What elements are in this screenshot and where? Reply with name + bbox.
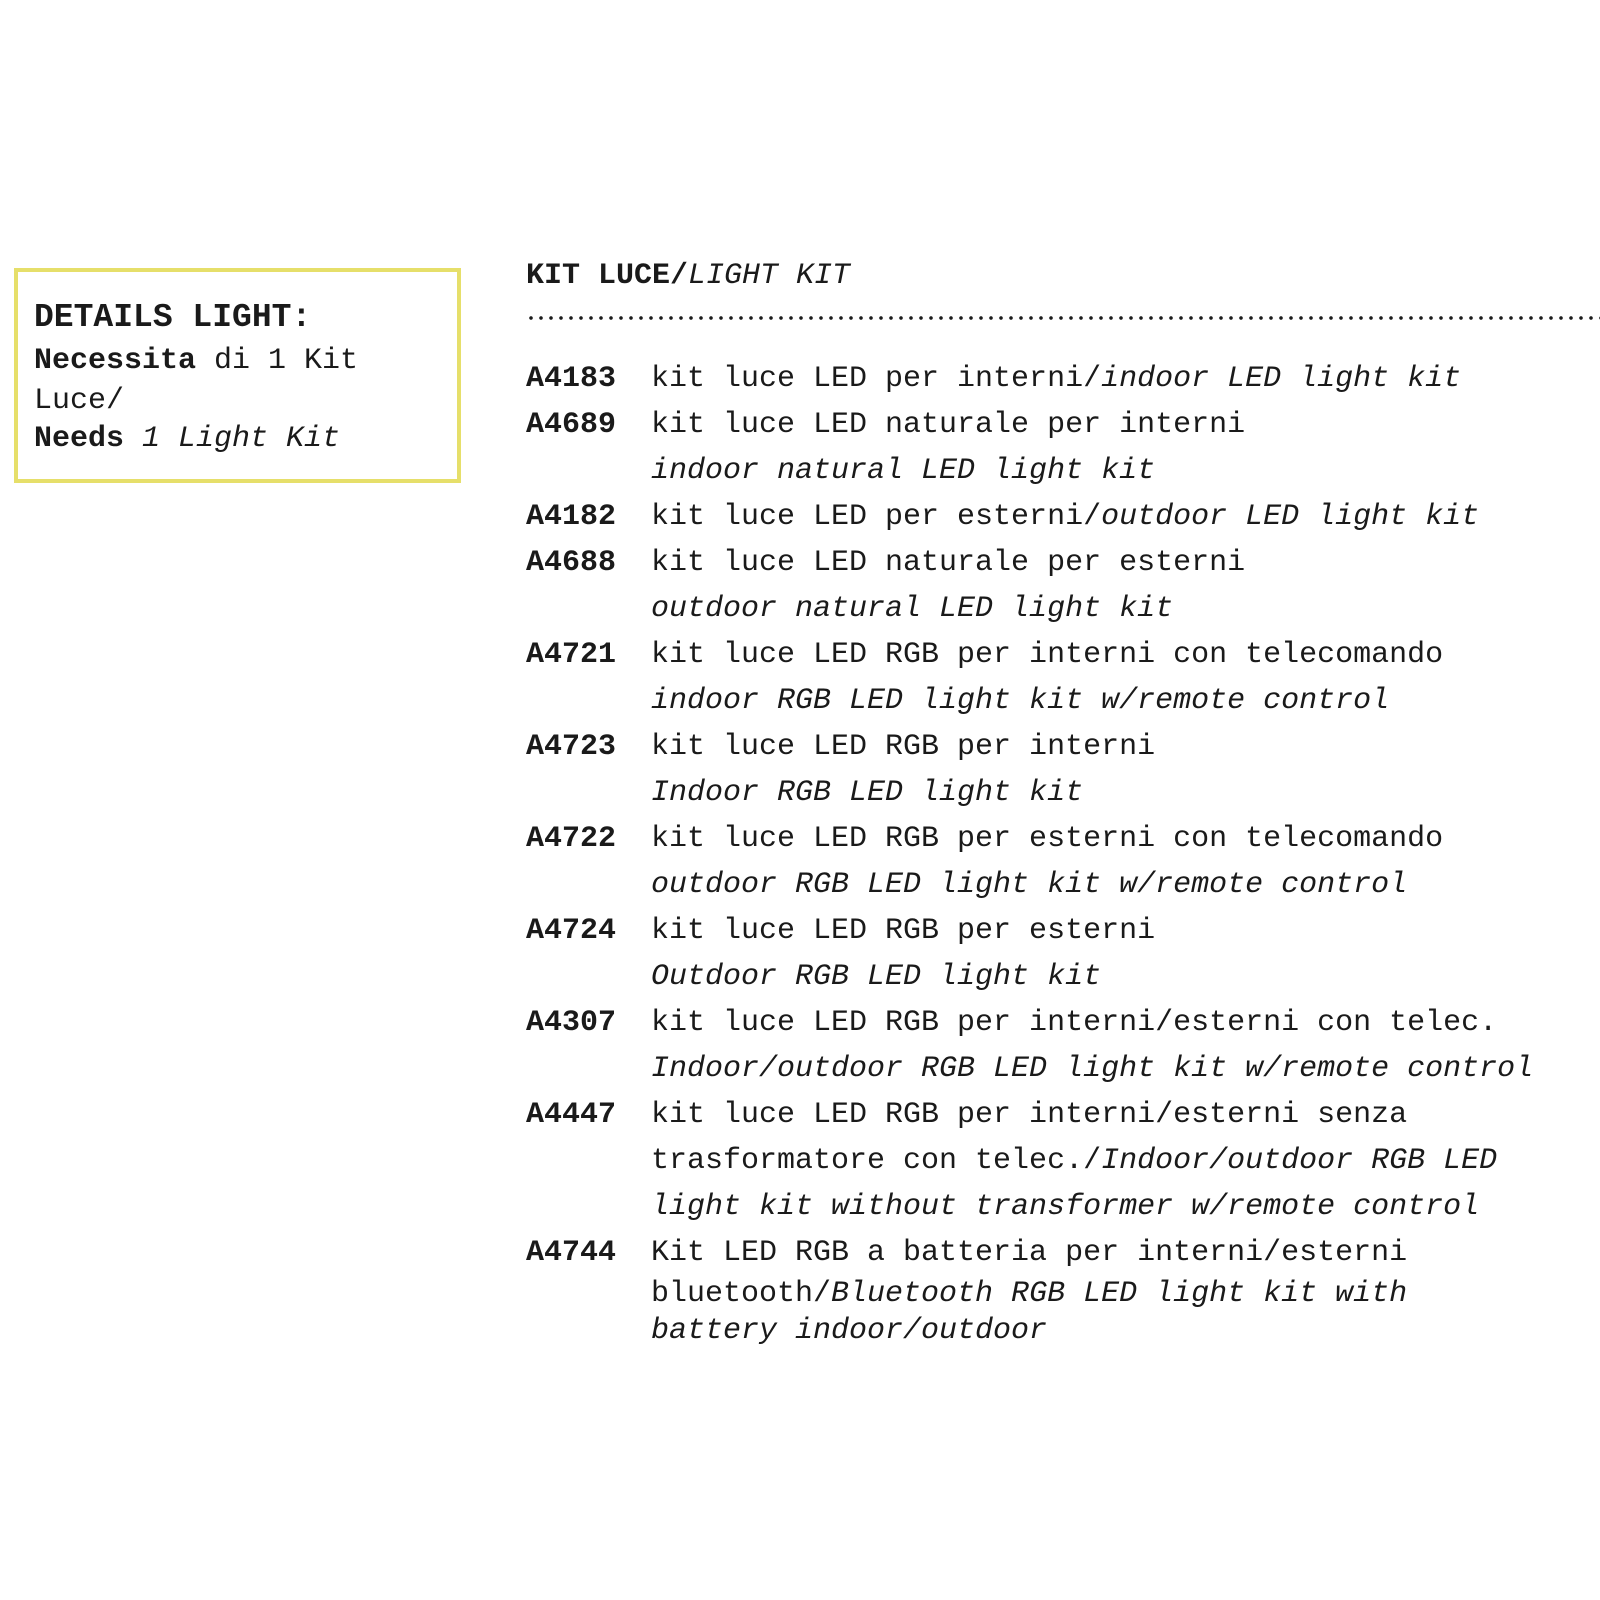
product-description (651, 816, 1443, 908)
details-line-luce: Luce/ (34, 384, 125, 418)
description-english: battery indoor/outdoor (651, 1314, 1048, 1348)
description-english: Bluetooth RGB LED light kit with (831, 1277, 1408, 1311)
description-english: outdoor RGB LED light kit w/remote control (651, 868, 1408, 902)
product-row (526, 1092, 1600, 1230)
description-italian: bluetooth/ (651, 1277, 832, 1311)
product-description (651, 908, 1155, 1000)
description-english: Outdoor RGB LED light kit (651, 960, 1102, 994)
product-description-line (651, 1046, 1533, 1092)
product-description-line (651, 540, 1245, 586)
product-description (651, 1000, 1533, 1092)
kit-heading-it: KIT LUCE/ (526, 259, 689, 293)
product-row (526, 724, 1600, 816)
product-code: A4307 (526, 1006, 617, 1040)
details-line-en (34, 420, 447, 458)
product-code: A4721 (526, 638, 617, 672)
description-english: Indoor/outdoor RGB LED light kit w/remote control (651, 1052, 1534, 1086)
product-code: A4183 (526, 362, 617, 396)
product-row (526, 540, 1600, 632)
product-code: A4689 (526, 408, 617, 442)
kit-heading (526, 256, 850, 296)
product-description-line (651, 1184, 1497, 1230)
description-english: outdoor natural LED light kit (651, 592, 1174, 626)
description-italian: kit luce LED RGB per interni (651, 730, 1156, 764)
details-necessita: Necessita (34, 344, 197, 378)
product-code: A4723 (526, 730, 617, 764)
product-code: A4724 (526, 914, 617, 948)
description-italian: trasformatore con telec./ (651, 1144, 1102, 1178)
product-description-line (651, 1138, 1497, 1184)
description-english: indoor natural LED light kit (651, 454, 1156, 488)
description-italian: Kit LED RGB a batteria per interni/esterni (651, 1236, 1408, 1270)
product-description-line (651, 1230, 1407, 1276)
product-description-line (651, 1000, 1533, 1046)
product-description-line (651, 1276, 1407, 1313)
details-light-box (14, 268, 461, 483)
description-italian: kit luce LED RGB per esterni (651, 914, 1156, 948)
product-description-line (651, 678, 1443, 724)
product-description (651, 402, 1245, 494)
product-description-line (651, 586, 1245, 632)
product-list (526, 356, 1600, 1350)
description-italian: kit luce LED per interni/ (651, 362, 1102, 396)
description-italian: kit luce LED RGB per interni con telecomando (651, 638, 1444, 672)
product-description-line (651, 770, 1155, 816)
product-row (526, 356, 1600, 402)
product-row (526, 1230, 1600, 1350)
product-code: A4688 (526, 546, 617, 580)
details-line-it (34, 340, 447, 382)
product-description (651, 540, 1245, 632)
product-description (651, 1092, 1497, 1230)
product-description-line (651, 402, 1245, 448)
description-english: indoor RGB LED light kit w/remote control (651, 684, 1390, 718)
product-description (651, 632, 1443, 724)
product-description-line (651, 448, 1245, 494)
description-english: Indoor RGB LED light kit (651, 776, 1084, 810)
product-code: A4447 (526, 1098, 617, 1132)
product-description (651, 356, 1461, 402)
product-row (526, 632, 1600, 724)
description-italian: kit luce LED naturale per esterni (651, 546, 1246, 580)
product-row (526, 908, 1600, 1000)
product-description-line (651, 862, 1443, 908)
product-row (526, 1000, 1600, 1092)
description-italian: kit luce LED per esterni/ (651, 500, 1102, 534)
product-description (651, 494, 1479, 540)
product-description-line (651, 954, 1155, 1000)
product-description-line (651, 632, 1443, 678)
description-english: light kit without transformer w/remote control (651, 1190, 1480, 1224)
description-italian: kit luce LED RGB per esterni con telecomando (651, 822, 1444, 856)
product-description-line (651, 494, 1479, 540)
description-italian: kit luce LED RGB per interni/esterni senza (651, 1098, 1408, 1132)
product-description (651, 1230, 1407, 1350)
product-row (526, 402, 1600, 494)
details-title: DETAILS LIGHT: (34, 299, 312, 336)
product-description (651, 724, 1155, 816)
product-code: A4182 (526, 500, 617, 534)
product-description-line (651, 1092, 1497, 1138)
details-needs: Needs (34, 422, 125, 456)
product-code: A4722 (526, 822, 617, 856)
description-english: Indoor/outdoor RGB LED (1101, 1144, 1498, 1178)
product-description-line (651, 816, 1443, 862)
description-english: outdoor LED light kit (1101, 500, 1480, 534)
product-description-line (651, 356, 1461, 402)
description-italian: kit luce LED RGB per interni/esterni con telec. (651, 1006, 1498, 1040)
product-description-line (651, 1313, 1407, 1350)
description-english: indoor LED light kit (1101, 362, 1462, 396)
product-row (526, 494, 1600, 540)
details-light-kit: 1 Light Kit (124, 422, 341, 456)
product-description-line (651, 724, 1155, 770)
details-kit-count: di 1 Kit (196, 344, 359, 378)
product-code: A4744 (526, 1236, 617, 1270)
product-row (526, 816, 1600, 908)
product-description-line (651, 908, 1155, 954)
description-italian: kit luce LED naturale per interni (651, 408, 1246, 442)
dotted-divider (526, 316, 1600, 320)
kit-heading-en: LIGHT KIT (688, 259, 851, 293)
